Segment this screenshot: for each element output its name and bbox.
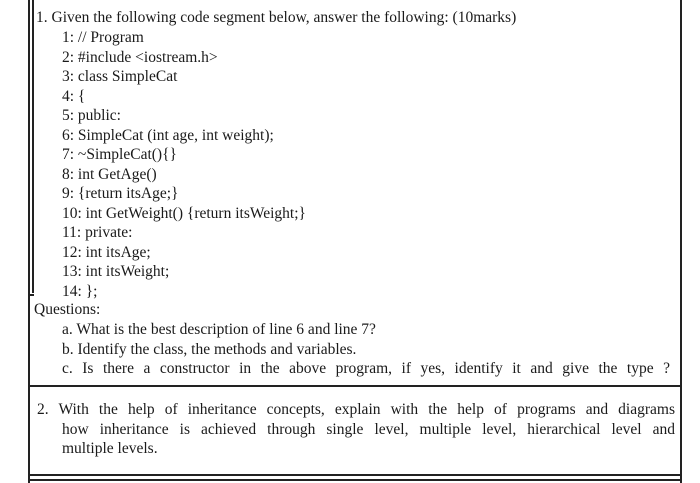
code-line-14: 14: }; (62, 282, 98, 300)
code-line-2: 2: #include <iostream.h> (62, 48, 218, 66)
code-line-9: 9: {return itsAge;} (62, 185, 179, 202)
section-divider (28, 385, 682, 387)
questions-label: Questions: (34, 301, 101, 318)
question-2-line-2: how inheritance is achieved through single level, multiple level, hierarchical level and (62, 420, 675, 438)
code-box-bottom-tick (28, 294, 34, 296)
sub-question-a: a. What is the best description of line 6 and line 7? (62, 321, 376, 338)
code-line-7: 7: ~SimpleCat(){} (62, 146, 177, 163)
code-line-3: 3: class SimpleCat (62, 68, 178, 85)
bottom-border-double (28, 479, 682, 481)
sub-question-c: c. Is there a constructor in the above program, if yes, identify it and give the type ? (62, 360, 670, 377)
code-line-6: 6: SimpleCat (int age, int weight); (62, 126, 274, 144)
code-line-8: 8: int GetAge() (62, 165, 157, 183)
question-2-line-1: 2. With the help of inheritance concepts, explain with the help of programs and diagrams (37, 401, 675, 418)
code-line-4: 4: { (62, 87, 86, 105)
question-2-line-3: multiple levels. (62, 440, 158, 457)
code-line-11: 11: private: (62, 224, 133, 241)
left-inner-border (32, 0, 34, 293)
right-border (680, 0, 682, 483)
code-line-10: 10: int GetWeight() {return itsWeight;} (62, 204, 306, 222)
code-line-1: 1: // Program (62, 29, 144, 46)
code-line-12: 12: int itsAge; (62, 243, 151, 261)
code-line-5: 5: public: (62, 107, 121, 124)
code-line-13: 13: int itsWeight; (62, 263, 170, 280)
bottom-border (28, 474, 682, 476)
left-border (28, 0, 30, 483)
question-1-heading: 1. Given the following code segment below, answer the following: (10marks) (36, 9, 517, 26)
sub-question-b: b. Identify the class, the methods and variables. (62, 341, 357, 358)
